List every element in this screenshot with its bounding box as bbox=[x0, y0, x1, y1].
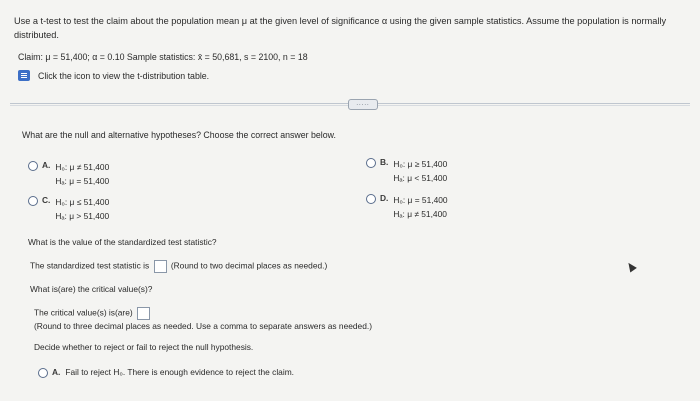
problem-statement: Use a t-test to test the claim about the population mean μ at the given level of significance α using the given sample statistics. Assume the population is normally distributed. bbox=[14, 16, 667, 40]
test-statistic-input[interactable] bbox=[154, 260, 167, 273]
option-h0: H₀: μ ≤ 51,400 bbox=[55, 197, 110, 207]
option-hypotheses bbox=[393, 157, 447, 185]
radio-icon[interactable] bbox=[28, 196, 38, 206]
q3-line-before: The critical value(s) is(are) bbox=[34, 307, 133, 318]
radio-icon[interactable] bbox=[28, 161, 38, 171]
option-h0: H₀: μ ≥ 51,400 bbox=[393, 159, 448, 169]
q4-prompt: Decide whether to reject or fail to reject the null hypothesis. bbox=[34, 342, 254, 352]
q1-option-c[interactable] bbox=[28, 195, 109, 223]
radio-icon[interactable] bbox=[38, 368, 48, 378]
q3-prompt: What is(are) the critical value(s)? bbox=[30, 284, 153, 294]
option-h0: H₀: μ = 51,400 bbox=[393, 195, 448, 205]
option-letter: C. bbox=[42, 195, 51, 205]
option-letter: A. bbox=[42, 160, 51, 170]
q2-line-after: (Round to two decimal places as needed.) bbox=[170, 260, 328, 271]
option-letter: D. bbox=[380, 193, 389, 203]
q2-prompt: What is the value of the standardized test statistic? bbox=[28, 237, 217, 247]
option-h0: H₀: μ ≠ 51,400 bbox=[55, 162, 110, 172]
tdist-link-row[interactable] bbox=[18, 70, 209, 81]
mouse-cursor-icon bbox=[625, 261, 637, 273]
expand-more-button[interactable]: ..... bbox=[348, 99, 378, 110]
q3-answer-line bbox=[34, 307, 152, 320]
radio-icon[interactable] bbox=[366, 158, 376, 168]
q4-option-a[interactable] bbox=[38, 367, 294, 378]
option-hypotheses bbox=[393, 193, 447, 221]
option-letter: A. bbox=[52, 367, 61, 377]
option-ha: Hₐ: μ > 51,400 bbox=[55, 211, 110, 221]
option-hypotheses bbox=[55, 160, 109, 188]
q1-option-d[interactable] bbox=[366, 193, 448, 221]
table-icon[interactable] bbox=[18, 70, 30, 81]
q1-option-b[interactable] bbox=[366, 157, 447, 185]
q4-option-a-text: Fail to reject H₀. There is enough evidence to reject the claim. bbox=[65, 367, 295, 377]
tdist-link-text[interactable]: Click the icon to view the t-distribution table. bbox=[38, 70, 210, 81]
critical-value-input[interactable] bbox=[137, 307, 150, 320]
q1-prompt: What are the null and alternative hypotheses? Choose the correct answer below. bbox=[22, 130, 336, 140]
radio-icon[interactable] bbox=[366, 194, 376, 204]
q1-option-a[interactable] bbox=[28, 160, 109, 188]
option-ha: Hₐ: μ = 51,400 bbox=[55, 176, 110, 186]
q3-note: (Round to three decimal places as needed. Use a comma to separate answers as needed.) bbox=[34, 321, 372, 331]
q2-answer-line bbox=[30, 260, 327, 273]
section-divider bbox=[10, 96, 690, 110]
option-letter: B. bbox=[380, 157, 389, 167]
q2-line-before: The standardized test statistic is bbox=[30, 260, 150, 271]
claim-line: Claim: μ = 51,400; α = 0.10 Sample statistics: x̄ = 50,681, s = 2100, n = 18 bbox=[18, 52, 308, 62]
option-hypotheses bbox=[55, 195, 109, 223]
option-ha: Hₐ: μ ≠ 51,400 bbox=[393, 209, 447, 219]
option-ha: Hₐ: μ < 51,400 bbox=[393, 173, 448, 183]
